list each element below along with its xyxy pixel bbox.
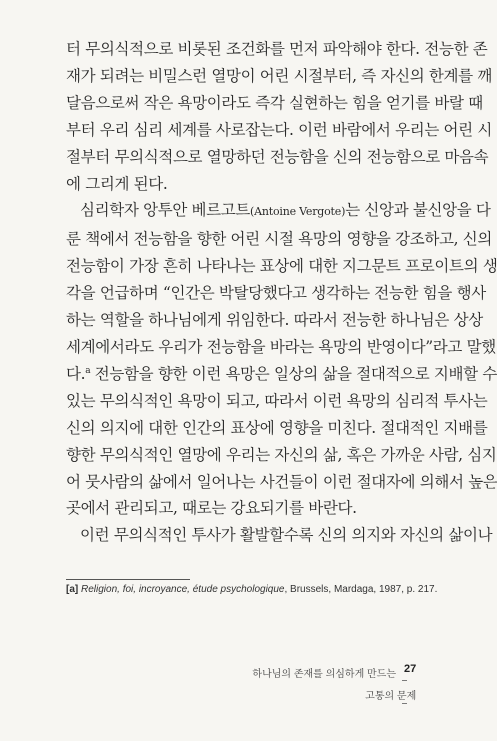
text-line (66, 361, 497, 388)
author-name-korean: 심리학자 앙투안 베르고트 (80, 201, 251, 220)
footnote-mark: [a] (66, 584, 79, 595)
footnote-citation: , Brussels, Mardaga, 1987, p. 217. (284, 584, 438, 595)
text-line: 전능함이 가장 흔히 나타나는 표상에 대한 지그문트 프로이트의 생 (66, 257, 497, 276)
author-name-latin: (Antoine Vergote) (250, 205, 346, 219)
text-line: 향한 무의식적인 열망에 우리는 자신의 삶, 혹은 가까운 사람, 심지 (66, 445, 497, 464)
text-fragment: 다. (66, 364, 86, 383)
text-line: 부터 우리 심리 세계를 사로잡는다. 이런 바람에서 우리는 어린 시 (66, 120, 492, 139)
body-text (66, 36, 497, 549)
running-head-book-title: 하나님의 존재를 의심하게 만드는 (252, 669, 396, 680)
text-line: 어 뭇사람의 삶에서 일어나는 사건들이 이런 절대자에 의해서 높은 (66, 472, 497, 491)
text-line: 있는 무의식적인 욕망이 되고, 따라서 이런 욕망의 심리적 투사는 (66, 391, 488, 410)
running-head-chapter: 고통의 문제 (365, 691, 417, 702)
text-line: 재가 되려는 비밀스런 열망이 어린 시절부터, 즉 자신의 한계를 깨 (66, 66, 492, 85)
footnote (66, 584, 438, 595)
footnote-reference: a (85, 365, 91, 376)
page-number: 27 (404, 663, 417, 675)
text-line: 신의 의지에 대한 인간의 표상에 영향을 미친다. 절대적인 지배를 (66, 418, 488, 437)
text-line: 곳에서 관리되고, 때로는 강요되기를 바란다. (66, 499, 357, 518)
text-line: 절부터 무의식적으로 열망하던 전능함을 신의 전능함으로 마음속 (66, 147, 489, 166)
text-line: 하는 역할을 하나님에게 위임한다. 따라서 전능한 하나님은 상상 (66, 311, 483, 330)
text-line: 터 무의식적으로 비롯된 조건화를 먼저 파악해야 한다. 전능한 존 (66, 40, 488, 58)
text-line (66, 197, 491, 226)
text-line: 달음으로써 작은 욕망이라도 즉각 실현하는 힘을 얻기를 바랄 때 (66, 93, 483, 112)
text-fragment: 는 신앙과 불신앙을 다 (345, 201, 491, 220)
paragraph-3 (66, 522, 493, 549)
footnote-book-title: Religion, foi, incroyance, étude psychologique (81, 584, 285, 595)
footnote-divider (66, 579, 190, 580)
text-line: 에 그리게 된다. (66, 174, 168, 193)
text-fragment: 전능함을 향한 이런 욕망은 일상의 삶을 절대적으로 지배할 수 (90, 364, 497, 383)
divider-tick (402, 680, 407, 681)
paragraph-2 (66, 197, 497, 522)
text-line: 세계에서라도 우리가 전능함을 바라는 욕망의 반영이다”라고 말했 (66, 337, 496, 356)
text-line: 각을 언급하며 “인간은 박탈당했다고 생각하는 전능한 힘을 행사 (66, 284, 486, 303)
paragraph-1 (66, 36, 492, 197)
divider-tick (402, 703, 407, 704)
text-line: 룬 책에서 전능함을 향한 어린 시절 욕망의 영향을 강조하고, 신의 (66, 230, 492, 249)
text-line: 이런 무의식적인 투사가 활발할수록 신의 의지와 자신의 삶이나 (80, 526, 493, 545)
